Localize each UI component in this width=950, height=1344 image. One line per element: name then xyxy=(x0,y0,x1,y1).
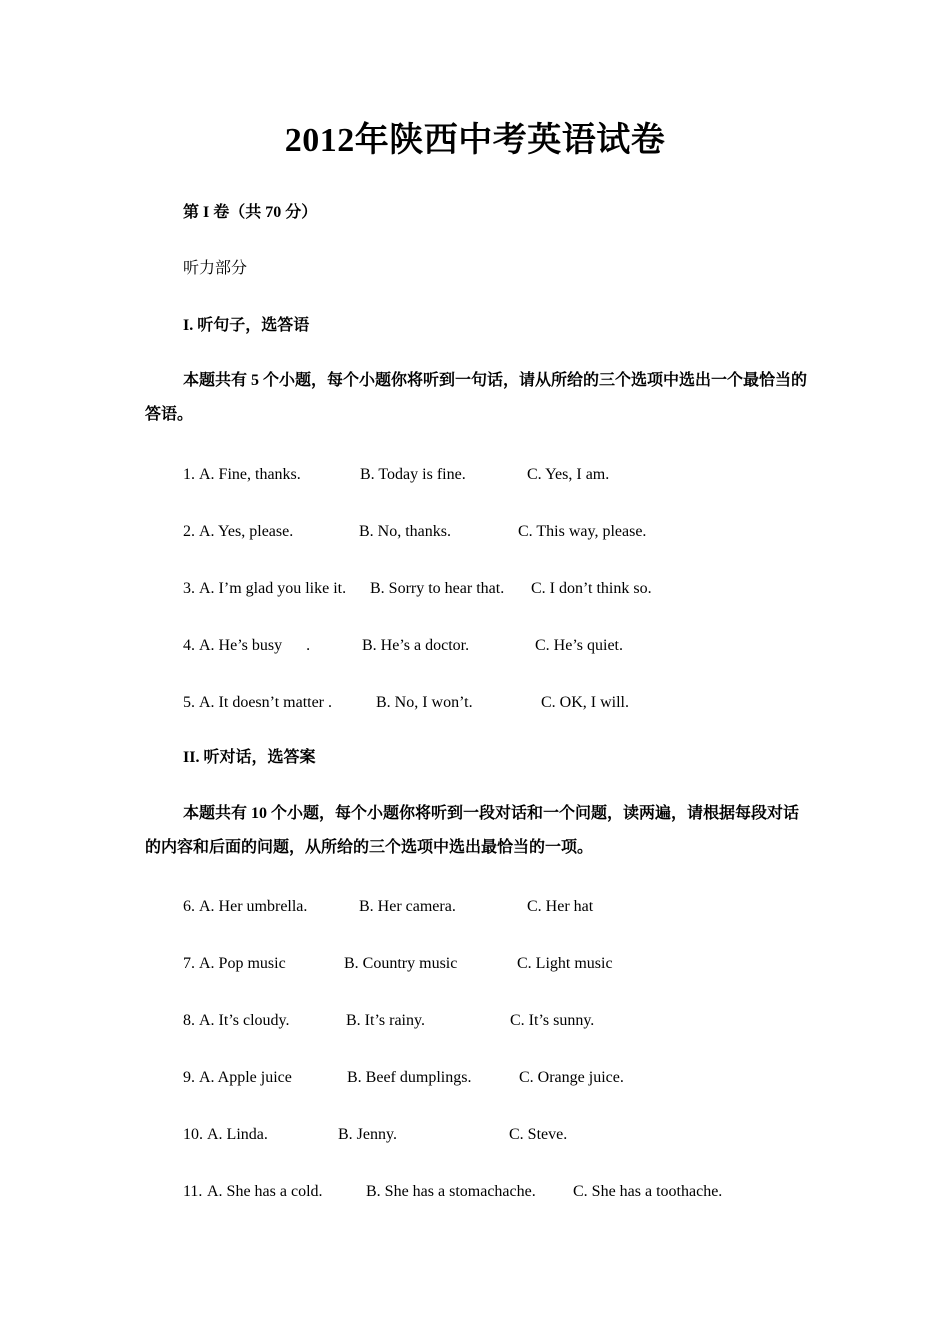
question-number: 3. xyxy=(183,580,195,597)
option-b: B. It’s rainy. xyxy=(346,1012,425,1029)
part2-instruction: 本题共有 10 个小题，每个小题你将听到一段对话和一个问题，读两遍，请根据每段对话的内容和后面的问题，从所给的三个选项中选出最恰当的一项。 xyxy=(145,805,800,856)
option-a: A. It’s cloudy. xyxy=(199,1012,290,1029)
option-b: B. No, I won’t. xyxy=(376,694,473,711)
option-a: A. Pop music xyxy=(199,955,286,972)
part1-heading: I. 听句子，选答语 xyxy=(183,317,310,334)
question-number: 6. xyxy=(183,898,195,915)
option-a: A. Linda. xyxy=(207,1126,268,1143)
option-b: B. Jenny. xyxy=(338,1126,397,1143)
part1-instruction: 本题共有 5 个小题，每个小题你将听到一句话，请从所给的三个选项中选出一个最恰当的答语。 xyxy=(145,372,808,423)
question-number: 8. xyxy=(183,1012,195,1029)
question-number: 7. xyxy=(183,955,195,972)
option-c: C. OK, I will. xyxy=(541,694,629,711)
option-b: B. Her camera. xyxy=(359,898,456,915)
page-title: 2012年陕西中考英语试卷 xyxy=(284,122,666,159)
option-c: C. Orange juice. xyxy=(519,1069,624,1086)
option-b: B. Today is fine. xyxy=(360,466,466,483)
option-c: C. I don’t think so. xyxy=(531,580,652,597)
option-a: A. She has a cold. xyxy=(207,1183,323,1200)
option-a: A. It doesn’t matter . xyxy=(199,694,333,711)
option-a: A. I’m glad you like it. xyxy=(199,580,347,597)
question-number: 11. xyxy=(183,1183,203,1200)
option-c: C. This way, please. xyxy=(518,523,647,540)
option-b: B. Country music xyxy=(344,955,458,972)
option-a: A. Fine, thanks. xyxy=(199,466,301,483)
question-number: 9. xyxy=(183,1069,195,1086)
option-b: B. He’s a doctor. xyxy=(362,637,470,654)
part2-heading: II. 听对话，选答案 xyxy=(183,749,316,766)
option-b: B. No, thanks. xyxy=(359,523,451,540)
option-a: A. Her umbrella. xyxy=(199,898,308,915)
section-heading: 听力部分 xyxy=(183,260,248,277)
option-c: C. Steve. xyxy=(509,1126,568,1143)
question-number: 4. xyxy=(183,637,195,654)
option-b: B. Sorry to hear that. xyxy=(370,580,505,597)
option-c: C. Her hat xyxy=(527,898,594,915)
option-c: C. Yes, I am. xyxy=(527,466,610,483)
question-number: 2. xyxy=(183,523,195,540)
option-b: B. She has a stomachache. xyxy=(366,1183,536,1200)
option-a: A. Yes, please. xyxy=(199,523,294,540)
question-number: 10. xyxy=(183,1126,203,1143)
option-c: C. Light music xyxy=(517,955,613,972)
volume-heading: 第 I 卷（共 70 分） xyxy=(183,204,318,221)
option-a: A. He’s busy . xyxy=(199,637,311,654)
question-number: 1. xyxy=(183,466,195,483)
option-a: A. Apple juice xyxy=(199,1069,292,1086)
option-b: B. Beef dumplings. xyxy=(347,1069,472,1086)
option-c: C. She has a toothache. xyxy=(573,1183,723,1200)
option-c: C. It’s sunny. xyxy=(510,1012,595,1029)
option-c: C. He’s quiet. xyxy=(535,637,623,654)
question-number: 5. xyxy=(183,694,195,711)
